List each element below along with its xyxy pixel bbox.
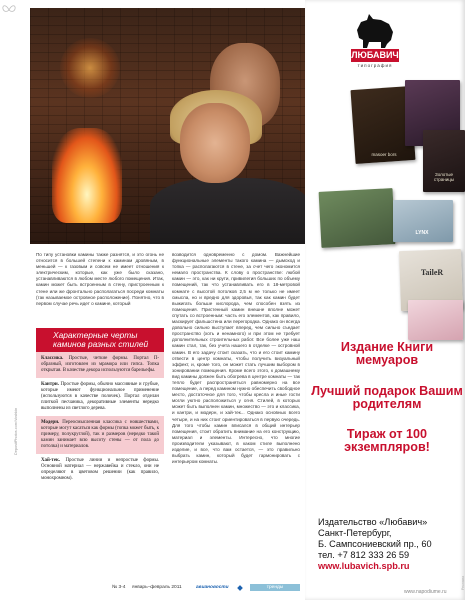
butterfly-logo-icon	[2, 4, 16, 16]
sidebar-item-lead: Кантри.	[41, 382, 59, 387]
ad-headline-memoirs: Издание Книги мемуаров	[340, 340, 434, 367]
sidebar-item-text: Переосмысленная классика с новшествами, которые могут касаться как формы (топка может быть, к примеру, полукруглой), так и размеров (нередко такой камин занимает всю высоту стены — от пола до потолка) и материалов.	[41, 420, 159, 449]
photo-credit: DepositPhotos.com/Voshkin	[14, 407, 18, 455]
article-column-2: возводится одновременно с домом. Важнейшие функциональные элементы такого камина — дымоход и топка — располагаются в стене, за счет чего экономится немало пространства. К слову о пространстве: любой камин — это, как ни крути, привилегия больших по объему помещений, так что устанавливать его в 18-метровой комнате с высотой потолков 2,5 м не только не имеет смысла, но и вредно для здоровья, так как камин будет выжигать больше кислорода, чем способен взять из помещения. Пристенный камин внешне вполне может спутать со встроенным: часть его элементов, как правило, маскирует фальшстена или перегородка. Однако он всегда довольно сильно выступает вперед, чем сильно съедает пространство (хоть и ненамного) и при этом не требует дополнительных строительных работ. Все более уже наш камин стал, так, без учета нашего в отделке — островной камин. В его задачу стоит сказать, что и его стоит камину отвести в центр комнаты, чтобы получить визуальный эффект, и, кроме того, он может стать лучшим выбором в зонировании помещения. Кроме всего этого, к домашнему вид камины должен быть обогрева в центре комнаты — так тепло будет распространяться равномерно на все помещение, а перед камином нужно обеспечить свободное место, достаточное для того, чтобы кресла и иные гости могли уютно расположиться у огня. Стилей, в которых может быть выполнен камин, множество — это и классика, и кантри, и модерн, и хай-тек... Однако основных всего четыре, и на них стоит ориентироваться в первую очередь. Для того чтобы камин вписался в общий интерьер помещения, стоит обратить внимание на его конструкцию, материал и элементы. Интересно, что многие производители указывают, в каком стиле выполнено изделие, и все, что вам остается, — это правильно выбрать камин, который будет гармонировать с интерьером комнаты.	[172, 252, 300, 465]
sweater-shape	[150, 178, 305, 244]
sidebar-item-text: Простые, четкие формы. Портал П-образный, изготовлен из мрамора или гипса. Топка открытая. В качестве декора используются барельефы.	[41, 356, 159, 373]
sidebar-item-modern	[36, 416, 164, 454]
diamond-separator-icon	[237, 585, 243, 591]
article-column-1: По типу установки камины также разнятся, и это огонь не относится в большей степени к каминам дровяным, в меньшей — к газовым и совсем не имеет отношения к электрическим, которые, как уже было сказано, устанавливаются в любом месте любого помещения. Итак, камин может быть встроенным в стену, пристроенным к стене или же фронтально располагаться посреди комнаты (так называемое островное расположение). Понятно, что в первом случае речь идет о камине, который	[36, 252, 164, 306]
book-title: masoer bors	[371, 152, 397, 157]
book-title: TaileR	[420, 268, 444, 277]
book-cover	[423, 130, 465, 192]
brand-subtitle: типография	[357, 63, 393, 68]
magazine-name: авиановости	[196, 585, 229, 590]
book-title: LYNX	[415, 230, 429, 236]
ad-headline-print-run: Тираж от 100 экземпляров!	[344, 427, 430, 454]
section-tag: тренды	[250, 584, 300, 591]
woman-figure	[180, 103, 250, 183]
issue-number: № 3-4	[112, 585, 126, 590]
publisher-address: Б. Сампсониевский пр., 60	[318, 539, 432, 549]
sidebar-item-lead: Модерн.	[41, 420, 60, 425]
sidebar-title: Характерные черты каминов разных стилей	[36, 328, 164, 352]
sidebar-item-lead: Классика.	[41, 356, 64, 361]
fire-glow	[60, 38, 120, 98]
scottish-terrier-logo-icon	[353, 10, 397, 50]
styles-sidebar	[36, 328, 164, 582]
ad-headline-gift: Лучший подарок Вашим родителям	[311, 384, 463, 411]
book-cover	[319, 188, 396, 248]
page-footer	[0, 584, 305, 598]
sidebar-item-lead: Хай-тек.	[41, 458, 61, 463]
sidebar-item-hitech	[36, 454, 164, 486]
fire-flame	[52, 128, 122, 223]
book-cover	[408, 300, 463, 340]
issue-date: январь–февраль 2011	[132, 585, 182, 590]
publisher-website-link[interactable]: www.lubavich.spb.ru	[318, 561, 410, 571]
publisher-phone: тел. +7 812 333 26 59	[318, 550, 410, 560]
fireplace-couple-photo	[30, 8, 305, 244]
book-title: Золотые страницы	[433, 172, 455, 182]
sidebar-item-text: Простые формы, обычно массивные и грубые, которые имеют функциональное применение (используются в качестве полочек). Портал отделан плиткой песчаника, декоративные элементы нередко выполнены из светлого дерева.	[41, 382, 159, 411]
brand-logo-box: ЛЮБАВИЧ	[351, 50, 399, 60]
publisher-name: Издательство «Любавич»	[318, 517, 428, 527]
advert-note: Реклама	[461, 575, 465, 590]
sidebar-item-classic	[36, 352, 164, 378]
sidebar-item-text: Простые линии и непростые формы. Основной материал — нержавейка и стекло, они не определяют в цветовом решении (как правило, монохромном).	[41, 458, 159, 481]
publisher-city: Санкт-Петербург,	[318, 528, 392, 538]
site-watermark: www.napodiume.ru	[404, 589, 447, 595]
sidebar-item-country	[36, 378, 164, 416]
